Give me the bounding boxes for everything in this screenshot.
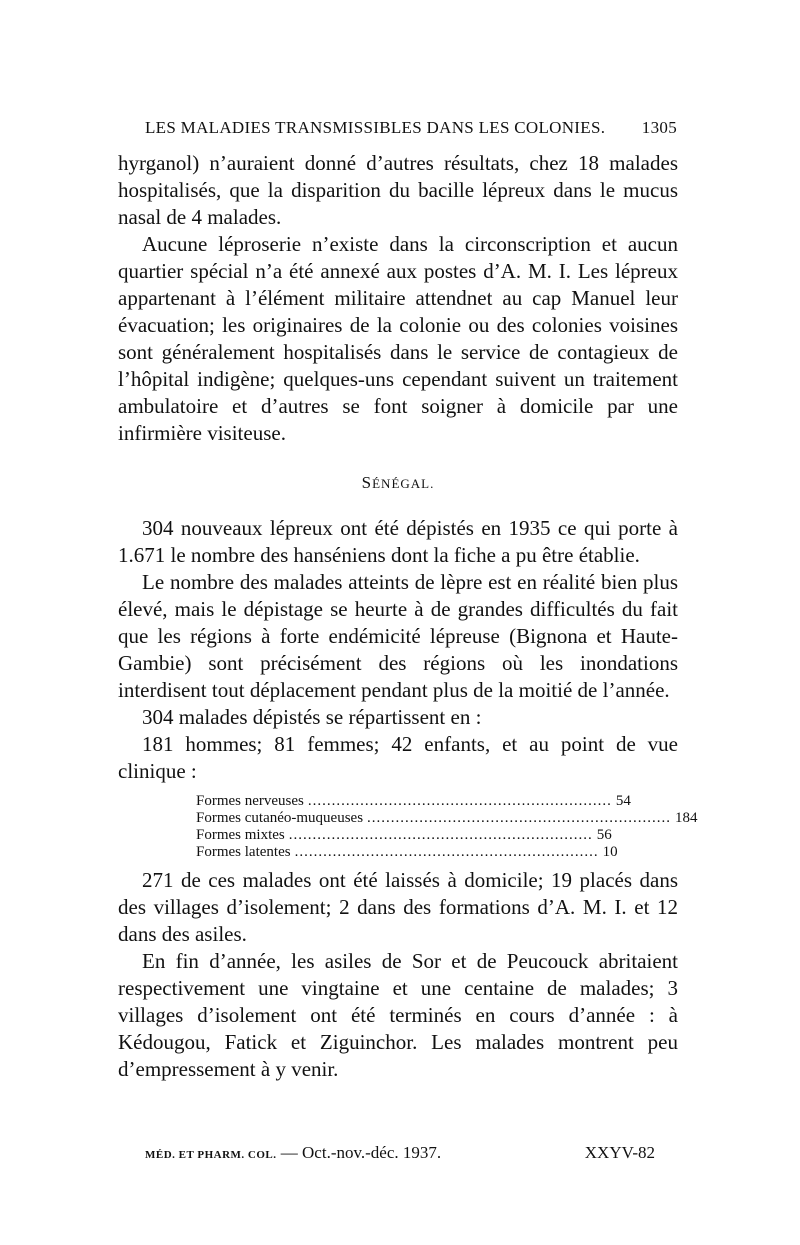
leader-dots: ................................................................ [307,793,612,809]
forms-value: 184 [675,810,698,826]
paragraph: 304 malades dépistés se répartissent en : [142,705,482,729]
forms-value: 10 [602,844,618,860]
footer-citation [145,1143,441,1163]
paragraph-continued: hyrganol) n’auraient donné d’autres résultats, chez 18 malades hospitalisés, que la disparition du bacille lépreux dans le mucus nasal de 4 malades. [118,151,678,229]
forms-row [196,844,618,861]
leader-dots: ................................................................ [367,810,672,826]
leader-dots: ................................................................ [288,827,593,843]
forms-value: 54 [615,793,631,809]
section-heading [118,469,678,497]
leader-dots: ................................................................ [294,844,599,860]
paragraph: 181 hommes; 81 femmes; 42 enfants, et au point de vue clinique : [118,732,678,783]
forms-row [196,810,698,827]
paragraph: En fin d’année, les asiles de Sor et de Peucouck abritaient respectivement une vingtaine et une centaine de malades; 3 villages d’isolement ont été terminés en cours d’année : à Kédougou, Fatick et Ziguinchor. Les malades montrent peu d’empressement à y venir. [118,949,678,1081]
journal-abbreviation: MÉD. ET PHARM. COL. [145,1149,277,1161]
section-heading-initial: S [361,473,373,492]
header-title: LES MALADIES TRANSMISSIBLES DANS LES COLONIES. [145,118,606,137]
footer-dash: — [276,1143,303,1162]
section-heading-rest: ÉNÉGAL. [372,476,435,491]
paragraph: 304 nouveaux lépreux ont été dépistés en 1935 ce qui porte à 1.671 le nombre des hanséniens dont la fiche a pu être établie. [118,516,678,567]
paragraph: Le nombre des malades atteints de lèpre est en réalité bien plus élevé, mais le dépistage se heurte à de grandes difficultés du fait que les régions à forte endémicité lépreuse (Bignona et Haute-Gambie) sont précisément des régions où les inondations interdisent tout déplacement pendant plus de la moitié de l’année. [118,570,678,702]
forms-label: Formes cutanéo-muqueuses [196,810,364,826]
page-number: 1305 [641,118,677,137]
paragraph: 271 de ces malades ont été laissés à domicile; 19 placés dans des villages d’isolement; 2 dans des formations d’A. M. I. et 12 dans des asiles. [118,868,678,946]
forms-row [196,827,612,844]
forms-list [196,793,698,861]
forms-label: Formes nerveuses [196,793,304,809]
paragraph: Aucune léproserie n’existe dans la circonscription et aucun quartier spécial n’a été annexé aux postes d’A. M. I. Les lépreux appartenant à l’élément militaire attendnet au cap Manuel leur évacuation; les originaires de la colonie ou des colonies voisines sont généralement hospitalisés dans le service de contagieux de l’hôpital indigène; quelques-uns cependant suivent un traitement ambulatoire et d’autres se font soigner à domicile par une infirmière visiteuse. [118,232,678,445]
forms-value: 56 [596,827,612,843]
forms-row [196,793,631,810]
signature-mark: XXYV-82 [584,1143,655,1162]
forms-label: Formes mixtes [196,827,285,843]
forms-label: Formes latentes [196,844,291,860]
body-text [118,150,698,1083]
issue-date: Oct.-nov.-déc. 1937. [302,1143,442,1162]
